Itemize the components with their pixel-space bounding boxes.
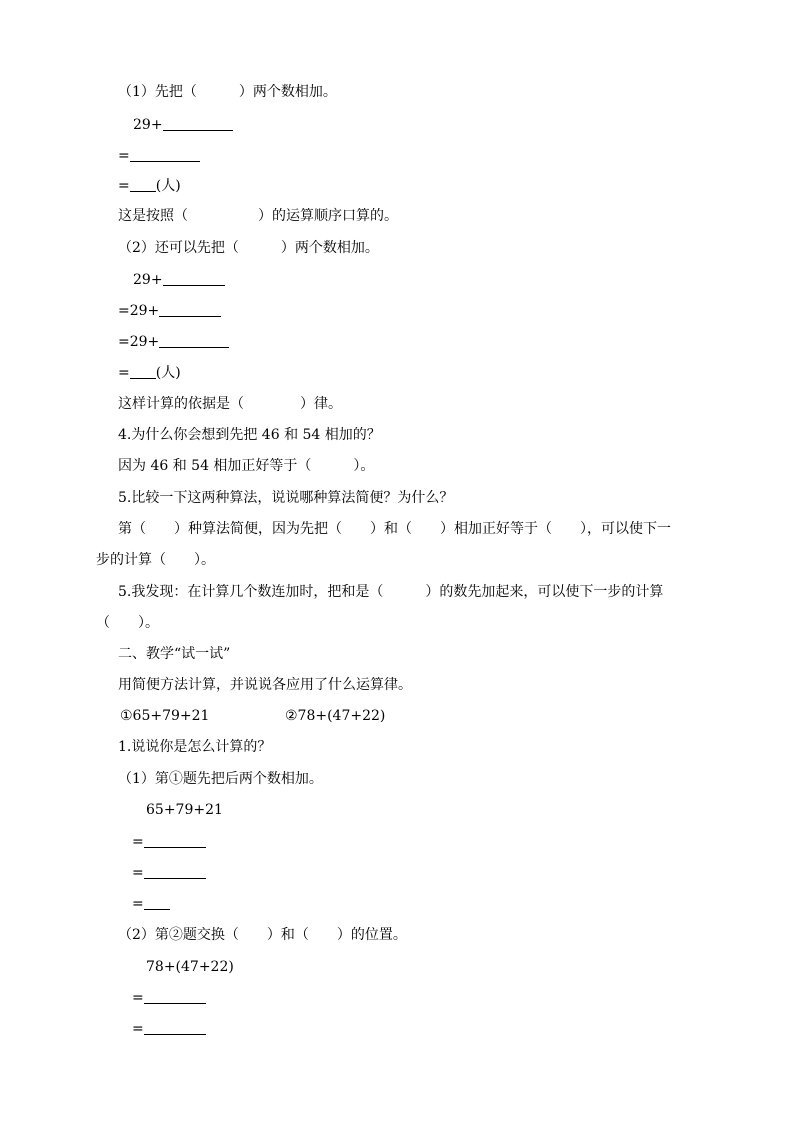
equation-line: = xyxy=(132,864,206,882)
answer-blank[interactable] xyxy=(144,864,206,879)
equation-line: 29+ xyxy=(133,271,225,289)
explanation-line: 这样计算的依据是（ ）律。 xyxy=(118,396,342,412)
sub-question-2: （2）第②题交换（ ）和（ ）的位置。 xyxy=(118,927,407,943)
answer-blank[interactable] xyxy=(159,333,229,348)
section-heading: 二、教学“试一试” xyxy=(118,646,231,662)
equation-line: 29+ xyxy=(133,116,233,134)
problem-1: ①65+79+21 xyxy=(120,708,210,724)
task-instruction: 用简便方法计算，并说说各应用了什么运算律。 xyxy=(118,677,412,693)
answer-blank[interactable] xyxy=(159,302,221,317)
equation-line: = xyxy=(132,989,206,1007)
equation-line: =29+ xyxy=(118,333,229,351)
answer-blank[interactable] xyxy=(144,833,206,848)
answer-blank[interactable] xyxy=(163,116,233,131)
answer-5-line2: 步的计算（ ）。 xyxy=(96,552,215,568)
question-4: 4.为什么你会想到先把 46 和 54 相加的？ xyxy=(118,427,381,443)
explanation-line: 这是按照（ ）的运算顺序口算的。 xyxy=(118,208,398,224)
equation-line: = xyxy=(132,1020,206,1038)
sub-question-1: （1）第①题先把后两个数相加。 xyxy=(118,771,323,787)
equation-line: = xyxy=(132,833,206,851)
question-5: 5.比较一下这两种算法，说说哪种算法简便？为什么？ xyxy=(118,490,454,506)
answer-5-line1: 第（ ）种算法简便，因为先把（ ）和（ ）相加正好等于（ ），可以使下一 xyxy=(118,521,671,537)
answer-blank[interactable] xyxy=(130,147,200,162)
question-1: 1.说说你是怎么计算的？ xyxy=(118,739,272,755)
answer-blank[interactable] xyxy=(144,989,206,1004)
part2-instruction: （2）还可以先把（ ）两个数相加。 xyxy=(118,240,379,256)
expression: 65+79+21 xyxy=(146,802,223,818)
equation-line: = (人) xyxy=(118,178,181,194)
answer-blank[interactable] xyxy=(144,1020,206,1035)
equation-line: = xyxy=(118,147,200,165)
answer-blank[interactable] xyxy=(163,271,225,286)
answer-blank[interactable] xyxy=(144,895,170,910)
equation-line: =29+ xyxy=(118,302,221,320)
equation-line: = (人) xyxy=(118,365,181,381)
expression: 78+(47+22) xyxy=(146,959,234,975)
answer-blank[interactable] xyxy=(130,364,156,379)
answer-4: 因为 46 和 54 相加正好等于（ ）。 xyxy=(118,458,375,474)
part1-instruction: （1）先把（ ）两个数相加。 xyxy=(118,84,337,100)
answer-blank[interactable] xyxy=(130,177,156,192)
discovery-line1: 5.我发现：在计算几个数连加时，把和是（ ）的数先加起来，可以使下一步的计算 xyxy=(118,584,664,600)
problem-2: ②78+(47+22) xyxy=(285,708,386,724)
equation-line: = xyxy=(132,895,170,913)
discovery-line2: （ ）。 xyxy=(96,615,159,631)
